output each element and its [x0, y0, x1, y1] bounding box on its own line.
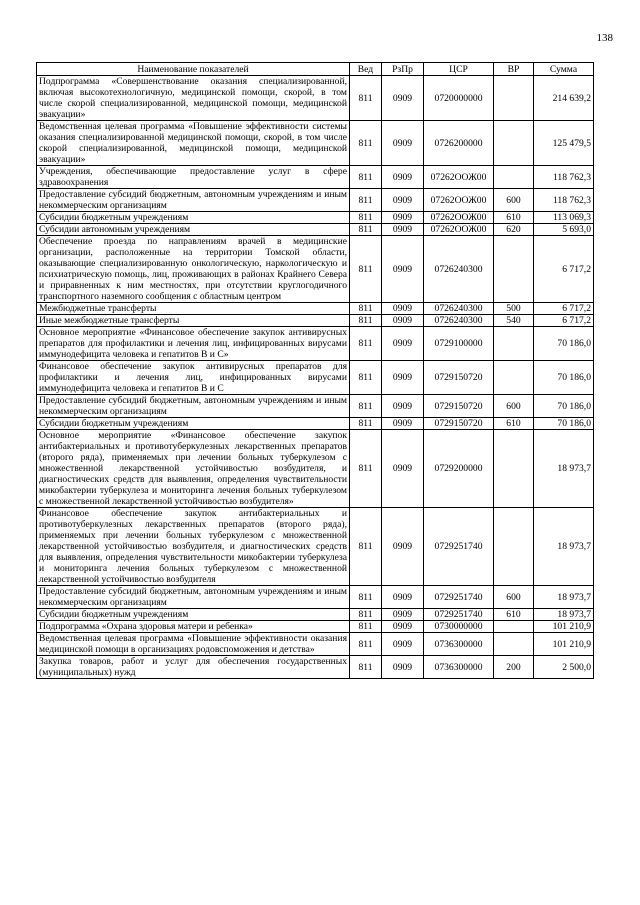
cell-name: Закупка товаров, работ и услуг для обеспечения государственных (муниципальных) нужд: [37, 656, 350, 679]
cell-vr: [494, 633, 534, 656]
cell-sum: 18 973,7: [534, 430, 594, 508]
cell-vr: 620: [494, 224, 534, 236]
table-row: [37, 327, 594, 361]
table-row: [37, 236, 594, 303]
cell-vr: [494, 430, 534, 508]
cell-rzpr: 0909: [382, 430, 424, 508]
cell-name: Основное мероприятие «Финансовое обеспечение закупок антивирусных препаратов для профилактики и лечения лиц, инфицированных вирусами иммунодефицита человека и гепатитов В и С»: [37, 327, 350, 361]
cell-rzpr: 0909: [382, 633, 424, 656]
table-row: [37, 395, 594, 418]
cell-name: Ведомственная целевая программа «Повышение эффективности системы оказания специализированной медицинской помощи, скорой, в том числе скорой специализированной, медицинской помощи, медицинской эвакуации»: [37, 121, 350, 166]
cell-rzpr: 0909: [382, 303, 424, 315]
cell-sum: 6 717,2: [534, 236, 594, 303]
cell-name: Иные межбюджетные трансферты: [37, 315, 350, 327]
cell-name: Основное мероприятие «Финансовое обеспечение закупок антибактериальных и противотуберкулезных лекарственных препаратов (второго ряда), применяемых при лечении больных туберкулезом с множественной лекарственной устойчивостью возбудителя, и диагностических средств для выявления, определения чувствительности микобактерии туберкулеза и мониторинга лечения больных туберкулезом с множественной лекарственной устойчивостью возбудителя»: [37, 430, 350, 508]
cell-name: Субсидии бюджетным учреждениям: [37, 609, 350, 621]
cell-csr: 0726240300: [424, 303, 494, 315]
cell-vr: [494, 166, 534, 189]
cell-name: Ведомственная целевая программа «Повышение эффективности оказания медицинской помощи в организациях родовспоможения и детства»: [37, 633, 350, 656]
table-row: [37, 586, 594, 609]
table-row: [37, 508, 594, 586]
table-row: [37, 121, 594, 166]
budget-table: [36, 62, 594, 679]
cell-sum: 118 762,3: [534, 166, 594, 189]
cell-name: Предоставление субсидий бюджетным, автономным учреждениям и иным некоммерческим организациям: [37, 586, 350, 609]
cell-name: Подпрограмма «Совершенствование оказания специализированной, включая высокотехнологичную, медицинской помощи, скорой, в том числе скорой специализированной, медицинской помощи, медицинской эвакуации»: [37, 76, 350, 121]
cell-rzpr: 0909: [382, 236, 424, 303]
cell-sum: 18 973,7: [534, 586, 594, 609]
table-row: [37, 621, 594, 633]
cell-csr: 0729200000: [424, 430, 494, 508]
cell-vr: 600: [494, 586, 534, 609]
cell-vr: [494, 121, 534, 166]
cell-sum: 6 717,2: [534, 303, 594, 315]
table-row: [37, 633, 594, 656]
table-row: [37, 430, 594, 508]
cell-rzpr: 0909: [382, 395, 424, 418]
cell-csr: 0729150720: [424, 418, 494, 430]
cell-vr: 500: [494, 303, 534, 315]
cell-vr: [494, 361, 534, 395]
cell-ved: 811: [350, 361, 382, 395]
cell-sum: 118 762,3: [534, 189, 594, 212]
table-row: [37, 418, 594, 430]
header-ved: Вед: [350, 63, 382, 76]
cell-ved: 811: [350, 430, 382, 508]
cell-name: Субсидии автономным учреждениям: [37, 224, 350, 236]
cell-vr: [494, 508, 534, 586]
cell-vr: [494, 76, 534, 121]
cell-name: Подпрограмма «Охрана здоровья матери и ребенка»: [37, 621, 350, 633]
cell-name: Предоставление субсидий бюджетным, автономным учреждениям и иным некоммерческим организациям: [37, 189, 350, 212]
cell-vr: 200: [494, 656, 534, 679]
cell-sum: 101 210,9: [534, 633, 594, 656]
cell-vr: 600: [494, 395, 534, 418]
cell-sum: 214 639,2: [534, 76, 594, 121]
cell-sum: 101 210,9: [534, 621, 594, 633]
cell-name: Предоставление субсидий бюджетным, автономным учреждениям и иным некоммерческим организациям: [37, 395, 350, 418]
cell-vr: 540: [494, 315, 534, 327]
cell-ved: 811: [350, 586, 382, 609]
table-row: [37, 224, 594, 236]
cell-ved: 811: [350, 189, 382, 212]
cell-sum: 6 717,2: [534, 315, 594, 327]
cell-vr: 610: [494, 609, 534, 621]
cell-vr: 610: [494, 212, 534, 224]
cell-ved: 811: [350, 621, 382, 633]
page-number: 138: [596, 32, 613, 44]
cell-sum: 70 186,0: [534, 361, 594, 395]
cell-rzpr: 0909: [382, 508, 424, 586]
table-header-row: [37, 63, 594, 76]
cell-rzpr: 0909: [382, 361, 424, 395]
cell-ved: 811: [350, 236, 382, 303]
cell-ved: 811: [350, 121, 382, 166]
table-row: [37, 361, 594, 395]
header-sum: Сумма: [534, 63, 594, 76]
cell-ved: 811: [350, 166, 382, 189]
cell-sum: 18 973,7: [534, 609, 594, 621]
cell-ved: 811: [350, 656, 382, 679]
cell-sum: 70 186,0: [534, 395, 594, 418]
cell-rzpr: 0909: [382, 656, 424, 679]
cell-csr: 0726240300: [424, 315, 494, 327]
cell-ved: 811: [350, 212, 382, 224]
cell-csr: 0736300000: [424, 633, 494, 656]
cell-ved: 811: [350, 633, 382, 656]
cell-rzpr: 0909: [382, 327, 424, 361]
cell-rzpr: 0909: [382, 166, 424, 189]
cell-csr: 0726240300: [424, 236, 494, 303]
cell-ved: 811: [350, 327, 382, 361]
cell-sum: 70 186,0: [534, 418, 594, 430]
cell-csr: 0730000000: [424, 621, 494, 633]
table-row: [37, 76, 594, 121]
table-row: [37, 303, 594, 315]
cell-sum: 5 693,0: [534, 224, 594, 236]
cell-sum: 18 973,7: [534, 508, 594, 586]
table-row: [37, 315, 594, 327]
table-row: [37, 609, 594, 621]
cell-sum: 113 069,3: [534, 212, 594, 224]
cell-csr: 0729150720: [424, 361, 494, 395]
cell-name: Межбюджетные трансферты: [37, 303, 350, 315]
cell-rzpr: 0909: [382, 121, 424, 166]
cell-csr: 0726200000: [424, 121, 494, 166]
cell-ved: 811: [350, 76, 382, 121]
cell-sum: 70 186,0: [534, 327, 594, 361]
table-row: [37, 212, 594, 224]
cell-rzpr: 0909: [382, 621, 424, 633]
cell-csr: 0736300000: [424, 656, 494, 679]
cell-name: Финансовое обеспечение закупок антибактериальных и противотуберкулезных лекарственных препаратов (второго ряда), применяемых при лечении больных туберкулезом с множественной лекарственной устойчивостью возбудителя, и диагностических средств для выявления, определения чувствительности микобактерии туберкулеза и мониторинга лечения больных туберкулезом с множественной лекарственной устойчивостью возбудителя: [37, 508, 350, 586]
cell-ved: 811: [350, 303, 382, 315]
cell-csr: 07262ООЖ00: [424, 212, 494, 224]
cell-rzpr: 0909: [382, 418, 424, 430]
cell-rzpr: 0909: [382, 586, 424, 609]
cell-rzpr: 0909: [382, 315, 424, 327]
cell-csr: 07262ООЖ00: [424, 166, 494, 189]
cell-ved: 811: [350, 609, 382, 621]
cell-csr: 0729251740: [424, 609, 494, 621]
cell-csr: 0720000000: [424, 76, 494, 121]
cell-vr: 600: [494, 189, 534, 212]
cell-ved: 811: [350, 418, 382, 430]
cell-vr: [494, 236, 534, 303]
cell-vr: [494, 327, 534, 361]
cell-rzpr: 0909: [382, 76, 424, 121]
cell-csr: 0729100000: [424, 327, 494, 361]
cell-ved: 811: [350, 315, 382, 327]
cell-csr: 07262ООЖ00: [424, 189, 494, 212]
cell-rzpr: 0909: [382, 189, 424, 212]
table-row: [37, 189, 594, 212]
cell-csr: 0729251740: [424, 508, 494, 586]
cell-csr: 0729150720: [424, 395, 494, 418]
cell-name: Субсидии бюджетным учреждениям: [37, 418, 350, 430]
header-rzpr: РзПр: [382, 63, 424, 76]
cell-rzpr: 0909: [382, 212, 424, 224]
cell-csr: 0729251740: [424, 586, 494, 609]
cell-csr: 07262ООЖ00: [424, 224, 494, 236]
cell-rzpr: 0909: [382, 609, 424, 621]
cell-name: Обеспечение проезда по направлениям врачей в медицинские организации, расположенные на территории Томской области, оказывающие специализированную онкологическую, наркологическую и психиатрическую помощь, лиц, проживающих в районах Крайнего Севера и приравненных к ним местностях, при отсутствии круглогодичного транспортного наземного сообщения с областным центром: [37, 236, 350, 303]
cell-sum: 125 479,5: [534, 121, 594, 166]
cell-ved: 811: [350, 395, 382, 418]
cell-name: Финансовое обеспечение закупок антивирусных препаратов для профилактики и лечения лиц, инфицированных вирусами иммунодефицита человека и гепатитов В и С: [37, 361, 350, 395]
header-name: Наименование показателей: [37, 63, 350, 76]
table-row: [37, 656, 594, 679]
cell-sum: 2 500,0: [534, 656, 594, 679]
cell-ved: 811: [350, 224, 382, 236]
cell-rzpr: 0909: [382, 224, 424, 236]
table-row: [37, 166, 594, 189]
cell-name: Учреждения, обеспечивающие предоставление услуг в сфере здравоохранения: [37, 166, 350, 189]
cell-vr: [494, 621, 534, 633]
cell-vr: 610: [494, 418, 534, 430]
header-csr: ЦСР: [424, 63, 494, 76]
cell-ved: 811: [350, 508, 382, 586]
cell-name: Субсидии бюджетным учреждениям: [37, 212, 350, 224]
header-vr: ВР: [494, 63, 534, 76]
